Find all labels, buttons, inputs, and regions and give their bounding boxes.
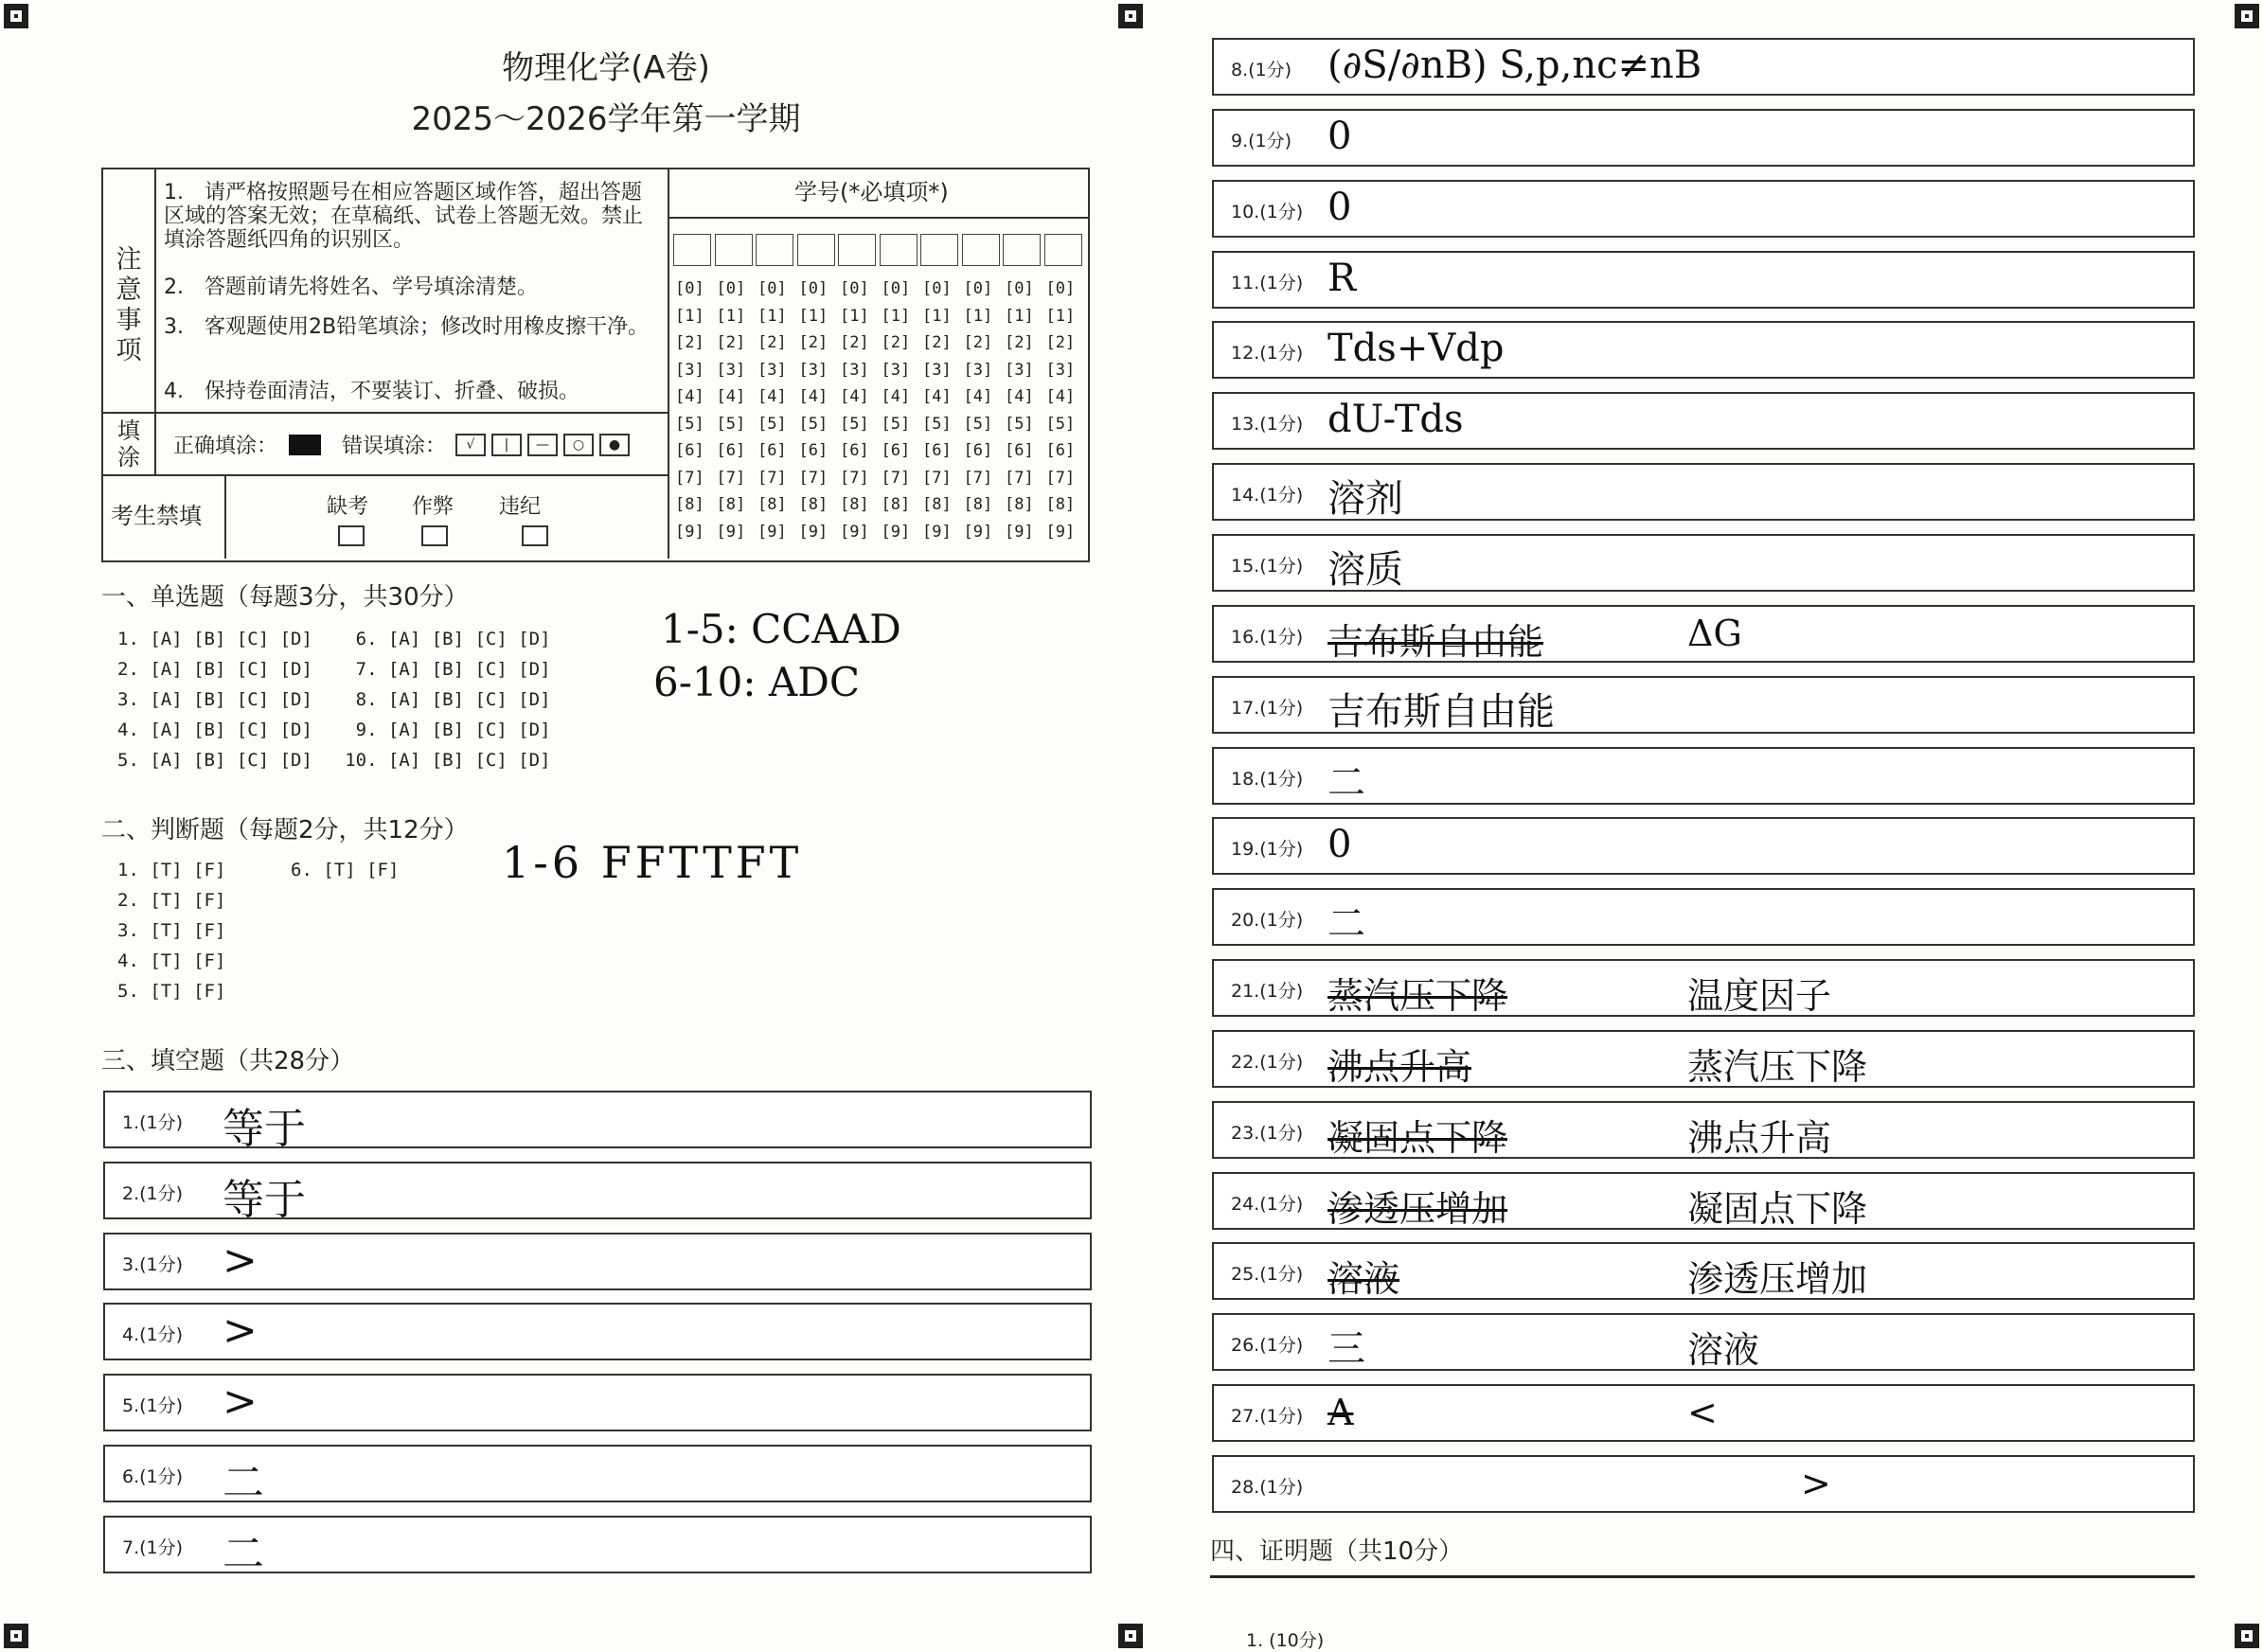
student-id-digit-option[interactable]: [6] (716, 441, 746, 460)
fill-blank-label: 20.(1分) (1231, 910, 1304, 932)
fill-blank-second-answer: 温度因子 (1687, 975, 1832, 1018)
fill-blank-box[interactable] (1212, 1455, 2195, 1513)
fill-blank-label: 3.(1分) (122, 1253, 184, 1275)
student-id-digit-option[interactable]: [9] (922, 522, 952, 542)
fill-blank-answer: 等于 (223, 1105, 306, 1153)
student-id-digit-option[interactable]: [1] (798, 306, 829, 326)
student-id-digit-option[interactable]: [8] (716, 495, 746, 514)
student-id-digit-option[interactable]: [2] (922, 333, 952, 352)
mc-handwritten-1-5: 1-5: CCAAD (661, 606, 901, 652)
mc-row-4[interactable]: 4. [A] [B] [C] [D] 9. [A] [B] [C] [D] (117, 719, 551, 740)
student-id-digit-option[interactable]: [6] (840, 441, 869, 460)
fill-blank-struck-answer: 凝固点下降 (1328, 1116, 1508, 1159)
correct-fill-label: 正确填涂： (173, 435, 278, 458)
fill-blank-box[interactable] (103, 1445, 1092, 1507)
student-id-digit-option[interactable]: [8] (1005, 495, 1034, 514)
fill-blank-box[interactable] (103, 1091, 1092, 1153)
fill-blank-label: 5.(1分) (122, 1395, 184, 1417)
student-id-digit-option[interactable]: [5] (963, 414, 993, 434)
student-id-digit-option[interactable]: [4] (840, 387, 869, 406)
fill-blank-label: 10.(1分) (1231, 201, 1304, 222)
fill-blank-answer: 吉布斯自由能 (1328, 689, 1555, 734)
fill-blank-box[interactable] (1212, 1242, 2195, 1300)
student-id-digit-option[interactable]: [4] (675, 387, 704, 406)
student-id-digit-option[interactable]: [1] (922, 306, 952, 326)
student-id-digit-option[interactable]: [5] (881, 414, 911, 434)
student-id-digit-box[interactable] (962, 234, 1000, 266)
fill-blank-label: 26.(1分) (1231, 1335, 1304, 1357)
exam-title: 物理化学(A卷) (502, 49, 710, 87)
fill-blank-box[interactable] (1212, 888, 2195, 946)
fill-blank-box[interactable] (1212, 321, 2195, 379)
fill-blank-label: 24.(1分) (1231, 1193, 1304, 1215)
student-id-digit-option[interactable]: [5] (757, 414, 787, 434)
student-id-digit-option[interactable]: [0] (840, 279, 869, 298)
fill-blank-box[interactable] (1212, 747, 2195, 805)
student-id-digit-option[interactable]: [0] (757, 279, 787, 298)
student-id-digit-option[interactable]: [8] (757, 495, 787, 514)
fill-blank-box[interactable] (1212, 180, 2195, 238)
fill-blank-second-answer: ΔG (1687, 612, 1742, 654)
fill-blank-label: 16.(1分) (1231, 626, 1304, 648)
fill-blank-struck-answer: 吉布斯自由能 (1328, 620, 1544, 663)
student-id-digit-option[interactable]: [2] (675, 333, 704, 352)
fill-blank-label: 22.(1分) (1231, 1051, 1304, 1073)
fill-blank-second-answer: 凝固点下降 (1687, 1187, 1868, 1230)
fill-blank-struck-answer: 沸点升高 (1328, 1045, 1472, 1088)
student-id-digit-option[interactable]: [6] (963, 441, 993, 460)
mc-row-5[interactable]: 5. [A] [B] [C] [D] 10. [A] [B] [C] [D] (117, 750, 551, 771)
fill-blank-label: 1.(1分) (122, 1112, 184, 1133)
fill-blank-box[interactable] (103, 1303, 1092, 1360)
fill-blank-struck-answer: 溶液 (1328, 1258, 1400, 1301)
wrong-mark-dash: — (527, 434, 558, 456)
student-id-digit-column[interactable] (675, 275, 704, 545)
fill-blank-label: 2.(1分) (122, 1182, 184, 1204)
student-id-digit-option[interactable]: [3] (675, 360, 704, 380)
fill-blank-label: 27.(1分) (1231, 1406, 1304, 1428)
fill-blank-label: 12.(1分) (1231, 343, 1304, 364)
student-id-digit-option[interactable]: [5] (840, 414, 869, 434)
student-id-digit-option[interactable]: [7] (881, 468, 911, 488)
fill-blank-label: 9.(1分) (1231, 130, 1292, 151)
student-id-digit-option[interactable]: [5] (922, 414, 952, 434)
fill-blank-answer: 三 (1328, 1327, 1365, 1372)
student-id-digit-option[interactable]: [7] (840, 468, 869, 488)
forbid-violation-label: 违纪 (499, 495, 542, 519)
student-id-digit-option[interactable]: [2] (798, 333, 829, 352)
fill-blank-box[interactable] (1212, 1030, 2195, 1088)
student-id-digit-option[interactable]: [7] (798, 468, 829, 488)
student-id-digit-column[interactable] (799, 275, 829, 545)
fill-blank-answer: 二 (223, 1529, 264, 1578)
student-id-digit-option[interactable]: [4] (881, 387, 911, 406)
fill-blank-box[interactable] (103, 1233, 1092, 1290)
student-id-digit-box[interactable] (797, 234, 835, 266)
fill-blank-second-answer: 蒸汽压下降 (1687, 1045, 1868, 1088)
fill-blank-answer: > (223, 1377, 258, 1427)
wrong-mark-dot: ● (599, 434, 630, 456)
student-id-digit-option[interactable]: [8] (963, 495, 993, 514)
student-id-digit-option[interactable]: [6] (675, 441, 704, 460)
student-id-digit-column[interactable] (840, 275, 869, 545)
student-id-digit-option[interactable]: [3] (922, 360, 952, 380)
fill-blank-answer: dU-Tds (1328, 398, 1464, 442)
student-id-digit-option[interactable]: [2] (963, 333, 993, 352)
corner-marker-bottom-middle (1118, 1624, 1143, 1648)
fill-blank-second-answer: 溶液 (1687, 1329, 1760, 1372)
student-id-digit-option[interactable]: [8] (798, 495, 829, 514)
wrong-mark-circle: ○ (563, 434, 594, 456)
student-id-digit-option[interactable]: [4] (963, 387, 993, 406)
student-id-digit-option[interactable]: [1] (1005, 306, 1034, 326)
student-id-digit-option[interactable]: [2] (840, 333, 869, 352)
student-id-digit-option[interactable]: [9] (963, 522, 993, 542)
fill-blank-box[interactable] (1212, 1313, 2195, 1371)
student-id-digit-option[interactable]: [1] (675, 306, 704, 326)
exam-term: 2025～2026学年第一学期 (411, 100, 801, 138)
student-id-digit-option[interactable]: [8] (675, 495, 704, 514)
student-id-digit-option[interactable]: [5] (716, 414, 746, 434)
fill-blank-label: 11.(1分) (1231, 272, 1304, 293)
student-id-digit-option[interactable]: [4] (757, 387, 787, 406)
section1-title: 一、单选题（每题3分，共30分） (101, 583, 469, 612)
tf-row-2[interactable]: 2. [T] [F] (117, 890, 226, 911)
forbid-cheat-label: 作弊 (412, 495, 454, 519)
student-id-digit-column[interactable] (964, 275, 993, 545)
tf-row-1[interactable]: 1. [T] [F] 6. [T] [F] (117, 860, 400, 880)
student-id-digit-option[interactable]: [0] (922, 279, 952, 298)
student-id-digit-option[interactable]: [5] (1045, 414, 1076, 434)
student-id-digit-column[interactable] (1046, 275, 1076, 545)
notice-heading: 注 意 事 项 (116, 245, 142, 365)
notice-item-2: 2. 答题前请先将姓名、学号填涂清楚。 (164, 275, 538, 299)
notice-item-1: 1. 请严格按照题号在相应答题区域作答，超出答题区域的答案无效；在草稿纸、试卷上答题无效。禁止填涂答题纸四角的识别区。 (164, 181, 644, 252)
student-id-digit-option[interactable]: [0] (881, 279, 911, 298)
fill-blank-box[interactable] (1212, 817, 2195, 875)
student-id-digit-option[interactable]: [7] (922, 468, 952, 488)
student-id-digit-option[interactable]: [3] (757, 360, 787, 380)
fill-blank-box[interactable] (103, 1516, 1092, 1578)
corner-marker-top-right (2235, 4, 2259, 28)
corner-marker-top-left (4, 4, 28, 28)
fill-blank-label: 18.(1分) (1231, 768, 1304, 790)
student-id-digit-option[interactable]: [9] (1045, 522, 1076, 542)
student-id-digit-option[interactable]: [4] (922, 387, 952, 406)
student-id-digit-option[interactable]: [6] (798, 441, 829, 460)
fill-blank-answer: 溶剂 (1328, 477, 1403, 522)
mc-row-1[interactable]: 1. [A] [B] [C] [D] 6. [A] [B] [C] [D] (117, 629, 551, 649)
fill-blank-label: 19.(1分) (1231, 839, 1304, 861)
fill-blank-label: 25.(1分) (1231, 1264, 1304, 1286)
student-id-digit-option[interactable]: [2] (1045, 333, 1076, 352)
fill-blank-label: 13.(1分) (1231, 414, 1304, 435)
student-id-digit-box[interactable] (715, 234, 753, 266)
student-id-digit-option[interactable]: [6] (757, 441, 787, 460)
mc-row-2[interactable]: 2. [A] [B] [C] [D] 7. [A] [B] [C] [D] (117, 659, 551, 680)
fill-blank-label: 14.(1分) (1231, 485, 1304, 506)
fill-blank-box[interactable] (1212, 1172, 2195, 1230)
fill-blank-answer: (∂S/∂nB) S,p,nc≠nB (1328, 44, 1702, 87)
student-id-digit-option[interactable]: [3] (1045, 360, 1076, 380)
wrong-mark-bar: | (491, 434, 522, 456)
student-id-digit-option[interactable]: [7] (716, 468, 746, 488)
student-id-digit-option[interactable]: [9] (1005, 522, 1034, 542)
mc-row-3[interactable]: 3. [A] [B] [C] [D] 8. [A] [B] [C] [D] (117, 689, 551, 710)
correct-fill-sample (289, 435, 321, 455)
section2-title: 二、判断题（每题2分，共12分） (101, 816, 469, 844)
student-id-digit-option[interactable]: [8] (881, 495, 911, 514)
fill-blank-struck-answer: A (1328, 1392, 1354, 1434)
mc-handwritten-6-10: 6-10: ADC (653, 659, 860, 705)
wrong-mark-check: √ (455, 434, 486, 456)
student-id-digit-column[interactable] (922, 275, 952, 545)
student-id-digit-option[interactable]: [4] (798, 387, 829, 406)
student-id-digit-option[interactable]: [8] (922, 495, 952, 514)
corner-marker-top-middle (1118, 4, 1143, 28)
student-id-digit-option[interactable]: [6] (922, 441, 952, 460)
fill-blank-box[interactable] (1212, 959, 2195, 1017)
student-id-digit-option[interactable]: [1] (757, 306, 787, 326)
section4-title: 四、证明题（共10分） (1210, 1537, 1464, 1566)
student-id-digit-option[interactable]: [9] (881, 522, 911, 542)
student-id-digit-option[interactable]: [9] (840, 522, 869, 542)
student-id-digit-option[interactable]: [9] (757, 522, 787, 542)
tf-handwritten-answers: 1-6 FFTTFT (502, 837, 803, 888)
fill-blank-second-answer: 渗透压增加 (1687, 1258, 1868, 1301)
student-id-digit-option[interactable]: [0] (963, 279, 993, 298)
fill-blank-answer: 溶质 (1328, 547, 1403, 592)
student-id-digit-option[interactable]: [5] (798, 414, 829, 434)
fill-blank-label: 15.(1分) (1231, 555, 1304, 577)
student-id-digit-option[interactable]: [7] (963, 468, 993, 488)
fill-blank-answer: 等于 (223, 1175, 306, 1224)
fill-blank-answer: 0 (1328, 185, 1352, 229)
fill-blank-answer: > (223, 1235, 258, 1285)
student-id-digit-box[interactable] (1003, 234, 1041, 266)
student-id-digit-column[interactable] (1005, 275, 1034, 545)
fill-blank-label: 28.(1分) (1231, 1477, 1304, 1498)
student-id-digit-option[interactable]: [0] (798, 279, 829, 298)
student-id-digit-option[interactable]: [3] (963, 360, 993, 380)
student-id-digit-option[interactable]: [0] (716, 279, 746, 298)
student-id-digit-box[interactable] (838, 234, 876, 266)
fill-blank-struck-answer: 渗透压增加 (1328, 1187, 1508, 1230)
student-id-digit-option[interactable]: [3] (881, 360, 911, 380)
student-id-digit-option[interactable]: [3] (798, 360, 829, 380)
student-id-digit-option[interactable]: [1] (881, 306, 911, 326)
student-id-digit-option[interactable]: [2] (881, 333, 911, 352)
tf-row-5[interactable]: 5. [T] [F] (117, 981, 226, 1002)
fill-blank-box[interactable] (103, 1374, 1092, 1431)
notice-item-3: 3. 客观题使用2B铅笔填涂；修改时用橡皮擦干净。 (164, 315, 650, 339)
fill-blank-answer: 二 (1328, 760, 1365, 805)
section3-title: 三、填空题（共28分） (101, 1047, 355, 1075)
student-id-digit-option[interactable]: [6] (881, 441, 911, 460)
fill-blank-box[interactable] (1212, 605, 2195, 663)
fill-blank-box[interactable] (1212, 1101, 2195, 1159)
student-id-digit-option[interactable]: [4] (716, 387, 746, 406)
forbid-violation-checkbox[interactable] (522, 525, 548, 546)
corner-marker-bottom-right (2235, 1624, 2259, 1648)
fill-heading: 填 涂 (117, 417, 140, 471)
fill-blank-label: 6.(1分) (122, 1466, 184, 1487)
section4-rule (1210, 1575, 2195, 1578)
fill-blank-answer: 0 (1328, 823, 1352, 867)
fill-blank-box[interactable] (1212, 392, 2195, 450)
student-id-digit-column[interactable] (757, 275, 787, 545)
fill-blank-box[interactable] (1212, 1384, 2195, 1442)
student-id-digit-option[interactable]: [6] (1045, 441, 1076, 460)
student-id-digit-option[interactable]: [7] (1005, 468, 1034, 488)
student-id-digit-option[interactable]: [5] (1005, 414, 1034, 434)
wrong-fill-label: 错误填涂： (342, 435, 447, 458)
student-id-digit-option[interactable]: [1] (1045, 306, 1076, 326)
proof-question-1-label: 1. (10分) (1246, 1630, 1325, 1651)
student-id-digit-option[interactable]: [5] (675, 414, 704, 434)
student-id-digit-option[interactable]: [9] (716, 522, 746, 542)
student-id-digit-option[interactable]: [3] (1005, 360, 1034, 380)
student-id-digit-option[interactable]: [2] (716, 333, 746, 352)
forbid-heading: 考生禁填 (111, 503, 202, 529)
student-id-digit-option[interactable]: [2] (757, 333, 787, 352)
student-id-digit-option[interactable]: [0] (675, 279, 704, 298)
student-id-digit-box[interactable] (756, 234, 793, 266)
fill-blank-label: 23.(1分) (1231, 1122, 1304, 1144)
fill-blank-box[interactable] (1212, 251, 2195, 309)
fill-blank-answer: > (223, 1306, 258, 1356)
fill-blank-answer: 二 (223, 1459, 264, 1507)
fill-blank-label: 8.(1分) (1231, 60, 1292, 80)
fill-blank-box[interactable] (1212, 109, 2195, 167)
student-id-digit-option[interactable]: [3] (840, 360, 869, 380)
student-id-digit-option[interactable]: [1] (963, 306, 993, 326)
fill-blank-box[interactable] (1212, 534, 2195, 592)
student-id-digit-box[interactable] (1044, 234, 1082, 266)
fill-blank-label: 7.(1分) (122, 1537, 184, 1558)
fill-blank-box[interactable] (1212, 676, 2195, 734)
fill-blank-second-answer: 沸点升高 (1687, 1116, 1832, 1159)
tf-row-3[interactable]: 3. [T] [F] (117, 920, 226, 941)
student-id-digit-option[interactable]: [1] (716, 306, 746, 326)
fill-blank-answer: 二 (1328, 902, 1365, 947)
student-id-digit-box[interactable] (920, 234, 958, 266)
fill-blank-struck-answer: 蒸汽压下降 (1328, 975, 1508, 1018)
student-id-digit-column[interactable] (882, 275, 911, 545)
fill-blank-label: 4.(1分) (122, 1324, 184, 1346)
fill-blank-answer: Tds+Vdp (1328, 327, 1505, 371)
student-id-digit-option[interactable]: [2] (1005, 333, 1034, 352)
fill-blank-answer: R (1328, 256, 1357, 300)
corner-marker-bottom-left (4, 1624, 28, 1648)
forbid-cheat-checkbox[interactable] (421, 525, 448, 546)
forbid-absent-label: 缺考 (327, 495, 369, 519)
student-id-digit-option[interactable]: [4] (1045, 387, 1076, 406)
student-id-digit-option[interactable]: [6] (1005, 441, 1034, 460)
fill-blank-label: 17.(1分) (1231, 697, 1304, 719)
student-id-digit-option[interactable]: [9] (798, 522, 829, 542)
forbid-absent-checkbox[interactable] (338, 525, 365, 546)
student-id-digit-box[interactable] (673, 234, 711, 266)
fill-blank-box[interactable] (1212, 463, 2195, 521)
wrong-fill-samples (455, 434, 630, 456)
student-id-digit-box[interactable] (880, 234, 918, 266)
student-id-digit-option[interactable]: [8] (1045, 495, 1076, 514)
notice-item-4: 4. 保持卷面清洁，不要装订、折叠、破损。 (164, 380, 579, 403)
fill-blank-answer: 0 (1328, 114, 1352, 158)
student-id-digit-option[interactable]: [9] (675, 522, 704, 542)
student-id-label: 学号(*必填项*) (794, 179, 949, 205)
student-id-digit-option[interactable]: [1] (840, 306, 869, 326)
student-id-digit-option[interactable]: [4] (1005, 387, 1034, 406)
student-id-digit-option[interactable]: [7] (675, 468, 704, 488)
student-id-digit-option[interactable]: [3] (716, 360, 746, 380)
fill-blank-second-answer: > (1801, 1463, 1831, 1504)
student-id-digit-column[interactable] (717, 275, 746, 545)
fill-blank-label: 21.(1分) (1231, 981, 1304, 1003)
student-id-digit-option[interactable]: [0] (1005, 279, 1034, 298)
student-id-digit-option[interactable]: [8] (840, 495, 869, 514)
student-id-digit-option[interactable]: [7] (757, 468, 787, 488)
student-id-digit-option[interactable]: [0] (1045, 279, 1076, 298)
fill-blank-second-answer: < (1687, 1392, 1718, 1434)
student-id-digit-option[interactable]: [7] (1045, 468, 1076, 488)
fill-blank-box[interactable] (103, 1162, 1092, 1224)
tf-row-4[interactable]: 4. [T] [F] (117, 950, 226, 971)
fill-blank-box[interactable] (1212, 38, 2195, 96)
